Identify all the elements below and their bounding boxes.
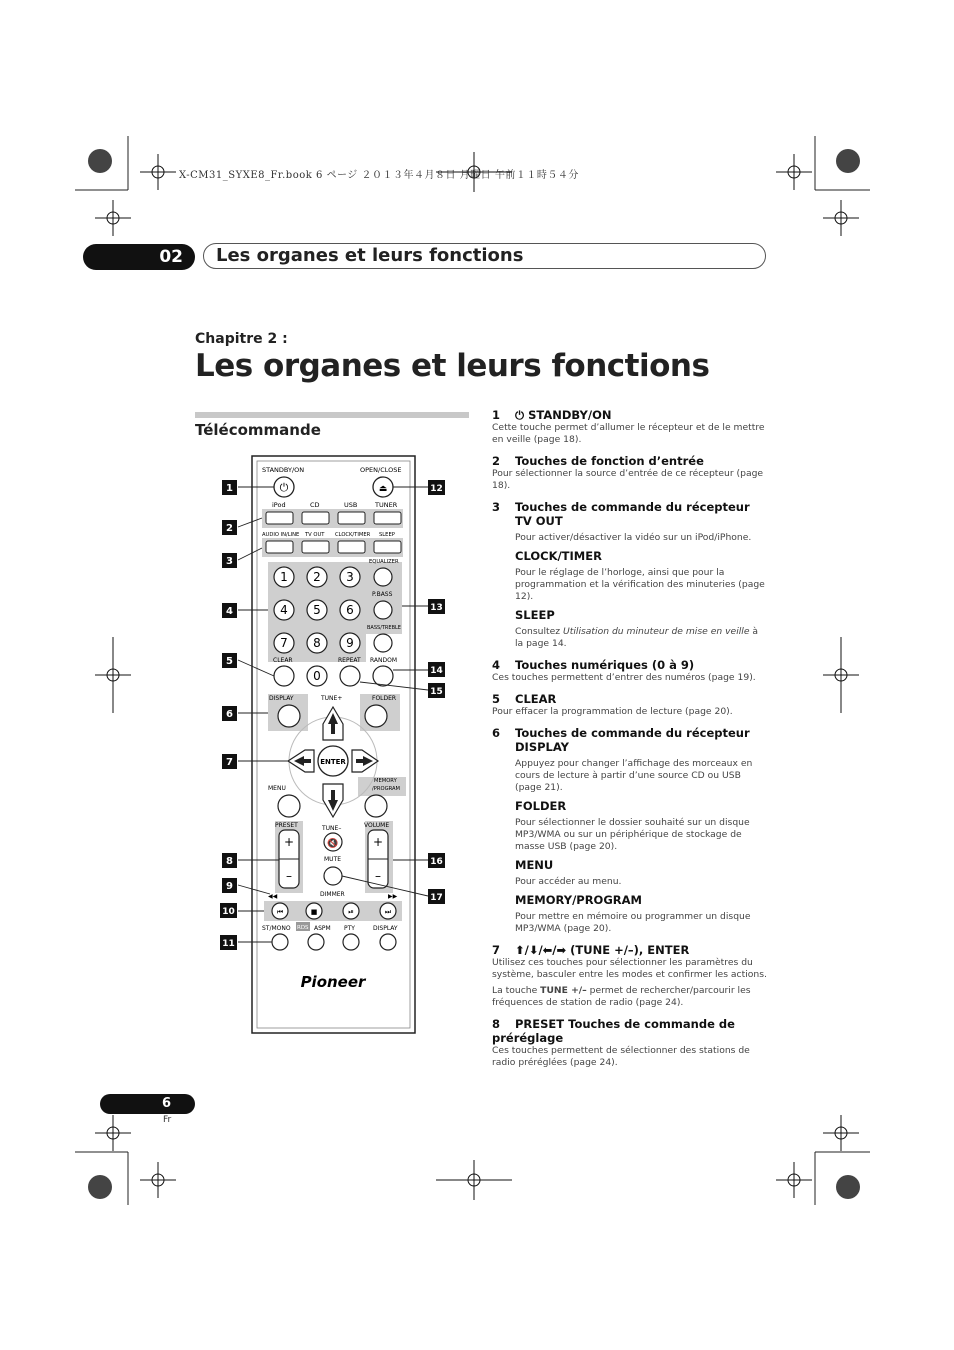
svg-text:DIMMER: DIMMER: [320, 891, 345, 898]
digit-4: 4: [280, 603, 288, 617]
svg-text:iPod: iPod: [272, 501, 286, 509]
svg-text:FOLDER: FOLDER: [372, 695, 397, 702]
brand-logo: Pioneer: [300, 973, 366, 991]
svg-text:2: 2: [226, 523, 233, 534]
power-icon: ⏻: [279, 481, 289, 494]
desc-item-3: 3 Touches de commande du récepteur TV OUT Pour activer/désactiver la vidéo sur un iPod/iPhone. CLOCK/TIMER Pour le réglage de l’horloge, ainsi que pour la programmation et la vérification des minuteries (page 12). SLEEP Consultez Utilisation du minuteur de mise en veille à la page 14.: [492, 500, 765, 649]
svg-text:RDS: RDS: [297, 925, 309, 931]
svg-text:ST/MONO: ST/MONO: [262, 925, 291, 932]
svg-text:7: 7: [226, 757, 233, 768]
chapter-label: Chapitre 2 :: [195, 331, 288, 347]
svg-text:1: 1: [226, 483, 233, 494]
chapter-header-bar: Les organes et leurs fonctions: [203, 243, 766, 269]
svg-text:◀◀: ◀◀: [268, 893, 278, 900]
svg-text:VOLUME: VOLUME: [364, 822, 390, 829]
digit-7: 7: [280, 636, 288, 650]
svg-text:STANDBY/ON: STANDBY/ON: [262, 466, 305, 474]
svg-text:TV OUT: TV OUT: [305, 532, 325, 538]
next-icon: ⏭: [384, 908, 392, 916]
page-number: 6: [100, 1094, 195, 1114]
svg-text:+: +: [372, 835, 384, 849]
svg-text:12: 12: [430, 484, 443, 494]
svg-text:EQUALIZER: EQUALIZER: [369, 559, 399, 565]
svg-text:ASPM: ASPM: [314, 925, 331, 932]
svg-text:–: –: [375, 869, 381, 883]
svg-text:17: 17: [430, 893, 443, 903]
svg-text:13: 13: [430, 603, 443, 613]
standby-button[interactable]: [274, 477, 294, 497]
desc-item-6: 6 Touches de commande du récepteur DISPLAY Appuyez pour changer l’affichage des morceaux en cours de lecture à partir d’une source CD ou USB (page 21). FOLDER Pour sélectionner le dossier souhaité sur un disque MP3/WMA ou sur un périphérique de stockage de masse USB (page 20). MENU Pour accéder au menu. MEMORY/PROGRAM Pour mettre en mémoire ou programmer un disque MP3/WMA (page 20).: [492, 726, 753, 934]
arrow-icons: ⬆/⬇/⬅/➡: [515, 943, 571, 957]
svg-text:6: 6: [226, 709, 233, 720]
svg-text:BASS/TREBLE: BASS/TREBLE: [367, 625, 401, 631]
svg-text:MENU: MENU: [268, 785, 286, 792]
svg-text:+: +: [283, 835, 295, 849]
svg-text:DISPLAY: DISPLAY: [373, 925, 398, 932]
svg-text:5: 5: [226, 656, 233, 667]
digit-0: 0: [313, 669, 321, 683]
power-icon: ⏻: [515, 408, 529, 422]
mute-icon: 🔇: [327, 839, 339, 849]
svg-text:14: 14: [430, 666, 443, 676]
svg-text:16: 16: [430, 857, 443, 867]
svg-text:15: 15: [430, 687, 443, 697]
svg-text:PRESET: PRESET: [275, 822, 298, 829]
digit-5: 5: [313, 603, 321, 617]
svg-text:CLEAR: CLEAR: [273, 657, 293, 664]
desc-item-8: 8 PRESET Touches de commande de préréglage Ces touches permettent de sélectionner des stations de radio préréglées (page 24).: [492, 1017, 750, 1068]
svg-text:ENTER: ENTER: [320, 758, 346, 766]
digit-3: 3: [346, 570, 354, 584]
svg-text:3: 3: [226, 556, 233, 567]
play-pause-icon: ⏯: [348, 908, 354, 916]
digit-8: 8: [313, 636, 321, 650]
desc-item-2: 2 Touches de fonction d’entrée Pour sélectionner la source d’entrée de ce récepteur (page 18).: [492, 454, 764, 491]
svg-text:RANDOM: RANDOM: [370, 657, 398, 664]
desc-item-7: 7 ⬆/⬇/⬅/➡ (TUNE +/–), ENTER Utilisez ces touches pour sélectionner les paramètres du système, basculer entre les modes et confirmer les actions. La touche TUNE +/– permet de rechercher/parcourir les fréquences de station de radio (page 24).: [492, 943, 767, 1008]
svg-text:PTY: PTY: [344, 925, 355, 932]
page-language: Fr: [163, 1115, 172, 1125]
open-close-button[interactable]: [373, 477, 393, 497]
digit-1: 1: [280, 570, 288, 584]
svg-text:TUNER: TUNER: [375, 501, 398, 509]
svg-text:–: –: [286, 869, 292, 883]
desc-item-5: 5 CLEAR Pour effacer la programmation de lecture (page 20).: [492, 692, 733, 717]
remote-control-illustration: [215, 455, 455, 1040]
svg-text:TUNE–: TUNE–: [322, 825, 342, 832]
svg-text:CD: CD: [310, 501, 320, 509]
svg-text:SLEEP: SLEEP: [379, 532, 395, 538]
svg-text:10: 10: [222, 907, 235, 917]
svg-text:11: 11: [222, 939, 235, 949]
print-header: X-CM31_SYXE8_Fr.book 6 ページ ２０１３年４月８日 月曜日 午前１１時５４分: [179, 170, 579, 181]
svg-text:AUDIO IN/LINE: AUDIO IN/LINE: [262, 532, 300, 538]
desc-item-1: 1 ⏻ STANDBY/ON Cette touche permet d’allumer le récepteur et de le mettre en veille (page 18).: [492, 408, 765, 445]
section-rule: [195, 412, 469, 418]
svg-text:DISPLAY: DISPLAY: [269, 695, 294, 702]
desc-item-4: 4 Touches numériques (0 à 9) Ces touches permettent d’entrer des numéros (page 19).: [492, 658, 756, 683]
svg-text:8: 8: [226, 856, 233, 867]
chapter-number-badge: 02: [83, 244, 195, 270]
svg-text:9: 9: [226, 881, 233, 892]
svg-text:▶▶: ▶▶: [388, 893, 398, 900]
previous-icon: ⏮: [276, 908, 284, 916]
section-title: Télécommande: [195, 421, 321, 439]
eject-icon: ⏏: [378, 484, 388, 494]
digit-6: 6: [346, 603, 354, 617]
svg-text:P.BASS: P.BASS: [372, 591, 393, 598]
svg-text:TUNE+: TUNE+: [321, 695, 343, 702]
digit-9: 9: [346, 636, 354, 650]
svg-text:MEMORY: MEMORY: [374, 778, 397, 784]
svg-text:CLOCK/TIMER: CLOCK/TIMER: [335, 532, 371, 538]
svg-text:USB: USB: [344, 501, 358, 509]
button-descriptions: [492, 408, 768, 1077]
digit-2: 2: [313, 570, 321, 584]
svg-text:REPEAT: REPEAT: [338, 657, 361, 664]
chapter-title: Les organes et leurs fonctions: [195, 348, 710, 384]
svg-text:4: 4: [226, 606, 233, 617]
svg-text:/PROGRAM: /PROGRAM: [372, 786, 401, 792]
svg-text:MUTE: MUTE: [324, 856, 342, 863]
svg-text:OPEN/CLOSE: OPEN/CLOSE: [360, 466, 402, 474]
stop-icon: ■: [310, 908, 318, 916]
